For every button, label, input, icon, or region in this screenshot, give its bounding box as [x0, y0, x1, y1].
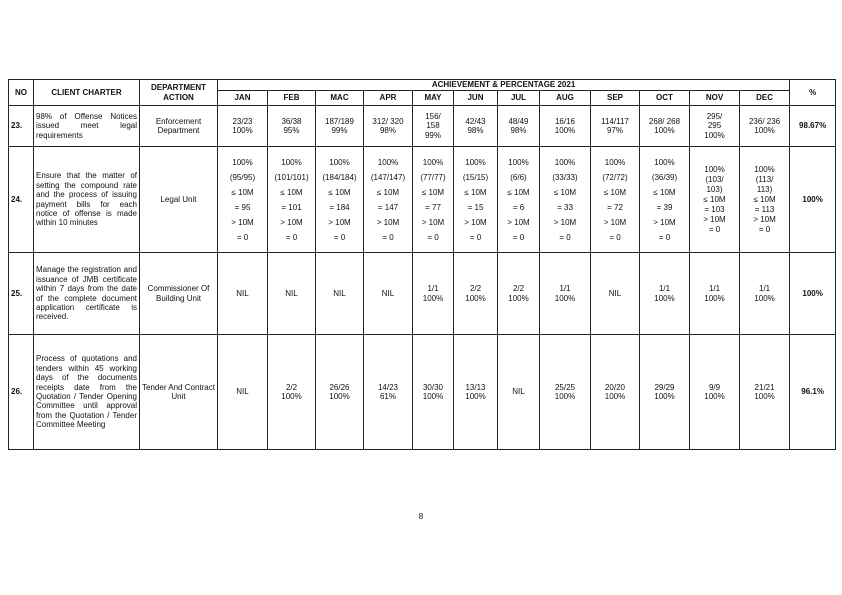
cell-line: (6/6): [510, 172, 527, 182]
cell-line: ≤ 10M: [653, 187, 676, 197]
month-cell-jun: [454, 147, 498, 253]
cell-line: 100%: [754, 293, 775, 303]
cell-line: 98%: [510, 126, 527, 135]
cell-line: = 0: [333, 232, 346, 242]
cell-line: > 10M: [753, 214, 776, 224]
cell-line: (33/33): [552, 172, 578, 182]
cell-line: > 10M: [421, 217, 445, 227]
cell-line: > 10M: [280, 217, 303, 227]
cell-line: 16/16: [554, 116, 576, 126]
row-number: 25.: [9, 253, 34, 335]
header-percent: %: [790, 80, 836, 106]
month-cell-dec: [740, 147, 790, 253]
cell-line: > 10M: [507, 217, 530, 227]
cell-line: 100%: [465, 157, 486, 167]
cell-line: = 0: [559, 232, 571, 242]
cell-line: 100%: [422, 157, 444, 167]
cell-line: ≤ 10M: [231, 187, 254, 197]
cell-line: = 0: [708, 224, 721, 234]
month-cell-jul: [498, 147, 540, 253]
cell-line: ≤ 10M: [376, 187, 400, 197]
cell-line: = 6: [512, 202, 525, 212]
cell-line: 100%: [508, 157, 529, 167]
month-cell-feb: [268, 335, 316, 450]
header-month-oct: OCT: [640, 91, 690, 106]
client-charter-text: Ensure that the matter of setting the compound rate and the process of issuing payment bills for each notice of offense is made within 10 minutes: [34, 147, 140, 253]
cell-line: 312/ 320: [372, 116, 404, 126]
cell-line: ≤ 10M: [603, 187, 627, 197]
row-number: 23.: [9, 106, 34, 147]
cell-line: (77/77): [420, 172, 446, 182]
cell-line: = 0: [609, 232, 621, 242]
cell-line: 1/1: [559, 284, 571, 294]
cell-line: 156/: [425, 111, 441, 121]
cell-line: 21/21: [754, 382, 775, 392]
month-cell-feb: [268, 106, 316, 147]
cell-line: = 101: [281, 202, 302, 212]
month-cell-may: [413, 106, 454, 147]
cell-line: = 0: [427, 232, 439, 242]
month-cell-oct: [640, 253, 690, 335]
cell-line: 42/43: [465, 116, 486, 126]
cell-line: 99%: [424, 130, 441, 140]
month-cell-sep: [591, 147, 640, 253]
cell-line: > 10M: [703, 214, 726, 224]
cell-line: 158: [426, 121, 440, 131]
cell-line: 1/1: [759, 284, 771, 294]
cell-line: 113): [756, 184, 773, 194]
cell-line: 100%: [281, 392, 302, 401]
cell-line: 100%: [329, 157, 350, 167]
cell-line: 100%: [377, 157, 399, 167]
cell-line: 2/2: [469, 284, 482, 294]
cell-line: = 39: [656, 202, 673, 212]
month-cell-may: [413, 147, 454, 253]
overall-percentage: 100%: [790, 147, 836, 253]
cell-line: 2/2: [285, 382, 298, 392]
department-action: Commissioner Of Building Unit: [140, 253, 218, 335]
cell-line: 100%: [232, 157, 253, 167]
month-cell-mac: [316, 106, 364, 147]
table-row: [9, 253, 836, 335]
header-month-jun: JUN: [454, 91, 498, 106]
cell-line: (184/184): [322, 172, 357, 182]
cell-line: = 0: [382, 232, 394, 242]
header-client-charter: CLIENT CHARTER: [34, 80, 140, 106]
cell-line: = 72: [607, 202, 623, 212]
overall-percentage: 98.67%: [790, 106, 836, 147]
cell-line: > 10M: [653, 217, 676, 227]
cell-line: > 10M: [231, 217, 254, 227]
month-cell-dec: [740, 106, 790, 147]
client-charter-text: 98% of Offense Notices issued meet legal requirements: [34, 106, 140, 147]
cell-line: = 113: [754, 204, 775, 214]
month-cell-may: [413, 335, 454, 450]
overall-percentage: 96.1%: [790, 335, 836, 450]
month-cell-nov: [690, 335, 740, 450]
cell-line: (95/95): [229, 172, 256, 182]
cell-line: ≤ 10M: [328, 187, 351, 197]
month-cell-mac: [316, 335, 364, 450]
cell-line: 23/23: [232, 116, 253, 126]
cell-line: = 147: [377, 202, 399, 212]
department-action: Enforcement Department: [140, 106, 218, 147]
cell-line: 100%: [754, 126, 775, 135]
month-cell-aug: [540, 253, 591, 335]
cell-line: 99%: [331, 126, 348, 135]
cell-line: = 33: [557, 202, 573, 212]
cell-line: = 0: [285, 232, 298, 242]
cell-line: > 10M: [603, 217, 627, 227]
cell-line: = 0: [758, 224, 771, 234]
cell-line: (15/15): [462, 172, 489, 182]
month-cell-dec: [740, 253, 790, 335]
cell-line: 13/13: [465, 382, 486, 392]
cell-line: (36/39): [651, 172, 678, 182]
month-cell-apr: [364, 253, 413, 335]
cell-line: 100%: [232, 126, 253, 135]
client-charter-table: [8, 79, 836, 450]
month-cell-may: [413, 253, 454, 335]
table-row: [9, 106, 836, 147]
cell-line: = 0: [658, 232, 671, 242]
header-month-dec: DEC: [740, 91, 790, 106]
header-month-apr: APR: [364, 91, 413, 106]
cell-line: 100%: [654, 126, 675, 135]
cell-line: 100%: [604, 392, 626, 401]
month-cell-apr: [364, 106, 413, 147]
cell-line: ≤ 10M: [703, 194, 726, 204]
cell-line: NIL: [236, 288, 249, 298]
header-achievement: ACHIEVEMENT & PERCENTAGE 2021: [218, 80, 790, 91]
cell-line: ≤ 10M: [421, 187, 445, 197]
month-cell-jul: [498, 106, 540, 147]
cell-line: 100%: [654, 157, 675, 167]
cell-line: = 184: [329, 202, 350, 212]
cell-line: 100%: [508, 293, 529, 303]
cell-line: 100%: [704, 130, 725, 140]
cell-line: 187/189: [325, 116, 354, 126]
header-month-mac: MAC: [316, 91, 364, 106]
month-cell-mac: [316, 253, 364, 335]
month-cell-jan: [218, 335, 268, 450]
header-month-sep: SEP: [591, 91, 640, 106]
cell-line: 36/38: [281, 116, 302, 126]
month-cell-sep: [591, 106, 640, 147]
cell-line: 1/1: [708, 284, 721, 294]
month-cell-jan: [218, 147, 268, 253]
header-month-jan: JAN: [218, 91, 268, 106]
cell-line: 100%: [704, 293, 725, 303]
cell-line: NIL: [285, 288, 298, 298]
cell-line: ≤ 10M: [753, 194, 776, 204]
row-number: 26.: [9, 335, 34, 450]
cell-line: 1/1: [658, 284, 671, 294]
month-cell-feb: [268, 253, 316, 335]
cell-line: 100%: [465, 293, 486, 303]
department-action: Legal Unit: [140, 147, 218, 253]
overall-percentage: 100%: [790, 253, 836, 335]
cell-line: > 10M: [553, 217, 577, 227]
cell-line: 100%: [422, 293, 444, 303]
cell-line: (103/: [705, 174, 724, 184]
cell-line: NIL: [381, 288, 395, 298]
cell-line: 100%: [554, 157, 576, 167]
cell-line: 25/25: [554, 382, 576, 392]
cell-line: (113/: [755, 174, 774, 184]
cell-line: NIL: [512, 387, 525, 397]
cell-line: 97%: [606, 126, 623, 135]
cell-line: = 77: [425, 202, 441, 212]
cell-line: 29/29: [654, 382, 675, 392]
cell-line: 100%: [281, 157, 302, 167]
cell-line: (101/101): [274, 172, 309, 182]
month-cell-mac: [316, 147, 364, 253]
cell-line: > 10M: [464, 217, 487, 227]
cell-line: 100%: [704, 392, 725, 401]
header-department-action: DEPARTMENT ACTION: [140, 80, 218, 106]
month-cell-oct: [640, 335, 690, 450]
page-number: 8: [418, 512, 424, 521]
month-cell-jan: [218, 253, 268, 335]
month-cell-jul: [498, 335, 540, 450]
cell-line: = 0: [236, 232, 249, 242]
table-row: [9, 147, 836, 253]
cell-line: 100%: [754, 392, 775, 401]
month-cell-jan: [218, 106, 268, 147]
month-cell-aug: [540, 335, 591, 450]
cell-line: = 95: [234, 202, 251, 212]
cell-line: 100%: [329, 392, 350, 401]
cell-line: 100%: [654, 392, 675, 401]
cell-line: 100%: [754, 164, 775, 174]
month-cell-oct: [640, 106, 690, 147]
month-cell-aug: [540, 147, 591, 253]
cell-line: 295: [707, 121, 722, 131]
cell-line: > 10M: [376, 217, 400, 227]
table-row: [9, 335, 836, 450]
cell-line: 95%: [283, 126, 300, 135]
client-charter-text: Process of quotations and tenders within 45 working days of the documents receipts date from the Quotation / Tender Opening Committee until approval from the Quotation / Tender Committee Meeting: [34, 335, 140, 450]
month-cell-feb: [268, 147, 316, 253]
cell-line: 100%: [704, 164, 725, 174]
cell-line: 100%: [465, 392, 486, 401]
cell-line: 30/30: [422, 382, 444, 392]
cell-line: = 15: [467, 202, 484, 212]
month-cell-nov: [690, 106, 740, 147]
cell-line: ≤ 10M: [280, 187, 303, 197]
client-charter-text: Manage the registration and issuance of JMB certificate within 7 days from the date of the complete document application certificate is received.: [34, 253, 140, 335]
cell-line: 100%: [604, 157, 626, 167]
cell-line: 100%: [422, 392, 444, 401]
cell-line: 98%: [467, 126, 484, 135]
department-action: Tender And Contract Unit: [140, 335, 218, 450]
cell-line: 100%: [554, 293, 576, 303]
header-no: NO: [9, 80, 34, 106]
cell-line: ≤ 10M: [464, 187, 487, 197]
cell-line: ≤ 10M: [553, 187, 577, 197]
month-cell-sep: [591, 335, 640, 450]
header-month-nov: NOV: [690, 91, 740, 106]
cell-line: 100%: [654, 293, 675, 303]
cell-line: 98%: [379, 126, 396, 135]
header-month-feb: FEB: [268, 91, 316, 106]
cell-line: (147/147): [370, 172, 406, 182]
row-number: 24.: [9, 147, 34, 253]
cell-line: 295/: [706, 111, 723, 121]
header-month-aug: AUG: [540, 91, 591, 106]
month-cell-apr: [364, 147, 413, 253]
month-cell-apr: [364, 335, 413, 450]
month-cell-jun: [454, 335, 498, 450]
cell-line: 268/ 268: [648, 116, 681, 126]
cell-line: ≤ 10M: [507, 187, 530, 197]
month-cell-jun: [454, 106, 498, 147]
month-cell-jul: [498, 253, 540, 335]
cell-line: 114/117: [601, 116, 629, 126]
month-cell-jun: [454, 253, 498, 335]
cell-line: 61%: [379, 392, 396, 401]
cell-line: 1/1: [427, 284, 439, 294]
header-month-jul: JUL: [498, 91, 540, 106]
cell-line: = 0: [512, 232, 525, 242]
cell-line: NIL: [608, 288, 622, 298]
cell-line: 20/20: [604, 382, 626, 392]
header-month-may: MAY: [413, 91, 454, 106]
cell-line: NIL: [333, 288, 346, 298]
cell-line: 26/26: [329, 382, 350, 392]
month-cell-nov: [690, 253, 740, 335]
cell-line: 100%: [554, 126, 576, 135]
cell-line: 9/9: [708, 382, 721, 392]
cell-line: 103): [706, 184, 723, 194]
cell-line: 100%: [554, 392, 576, 401]
cell-line: 2/2: [512, 284, 525, 294]
month-cell-aug: [540, 106, 591, 147]
cell-line: = 103: [704, 204, 725, 214]
cell-line: 48/49: [508, 116, 529, 126]
month-cell-nov: [690, 147, 740, 253]
cell-line: > 10M: [328, 217, 351, 227]
cell-line: 14/23: [377, 382, 399, 392]
cell-line: 236/ 236: [748, 116, 781, 126]
month-cell-sep: [591, 253, 640, 335]
month-cell-dec: [740, 335, 790, 450]
cell-line: NIL: [236, 387, 249, 397]
cell-line: = 0: [469, 232, 482, 242]
cell-line: (72/72): [602, 172, 628, 182]
month-cell-oct: [640, 147, 690, 253]
